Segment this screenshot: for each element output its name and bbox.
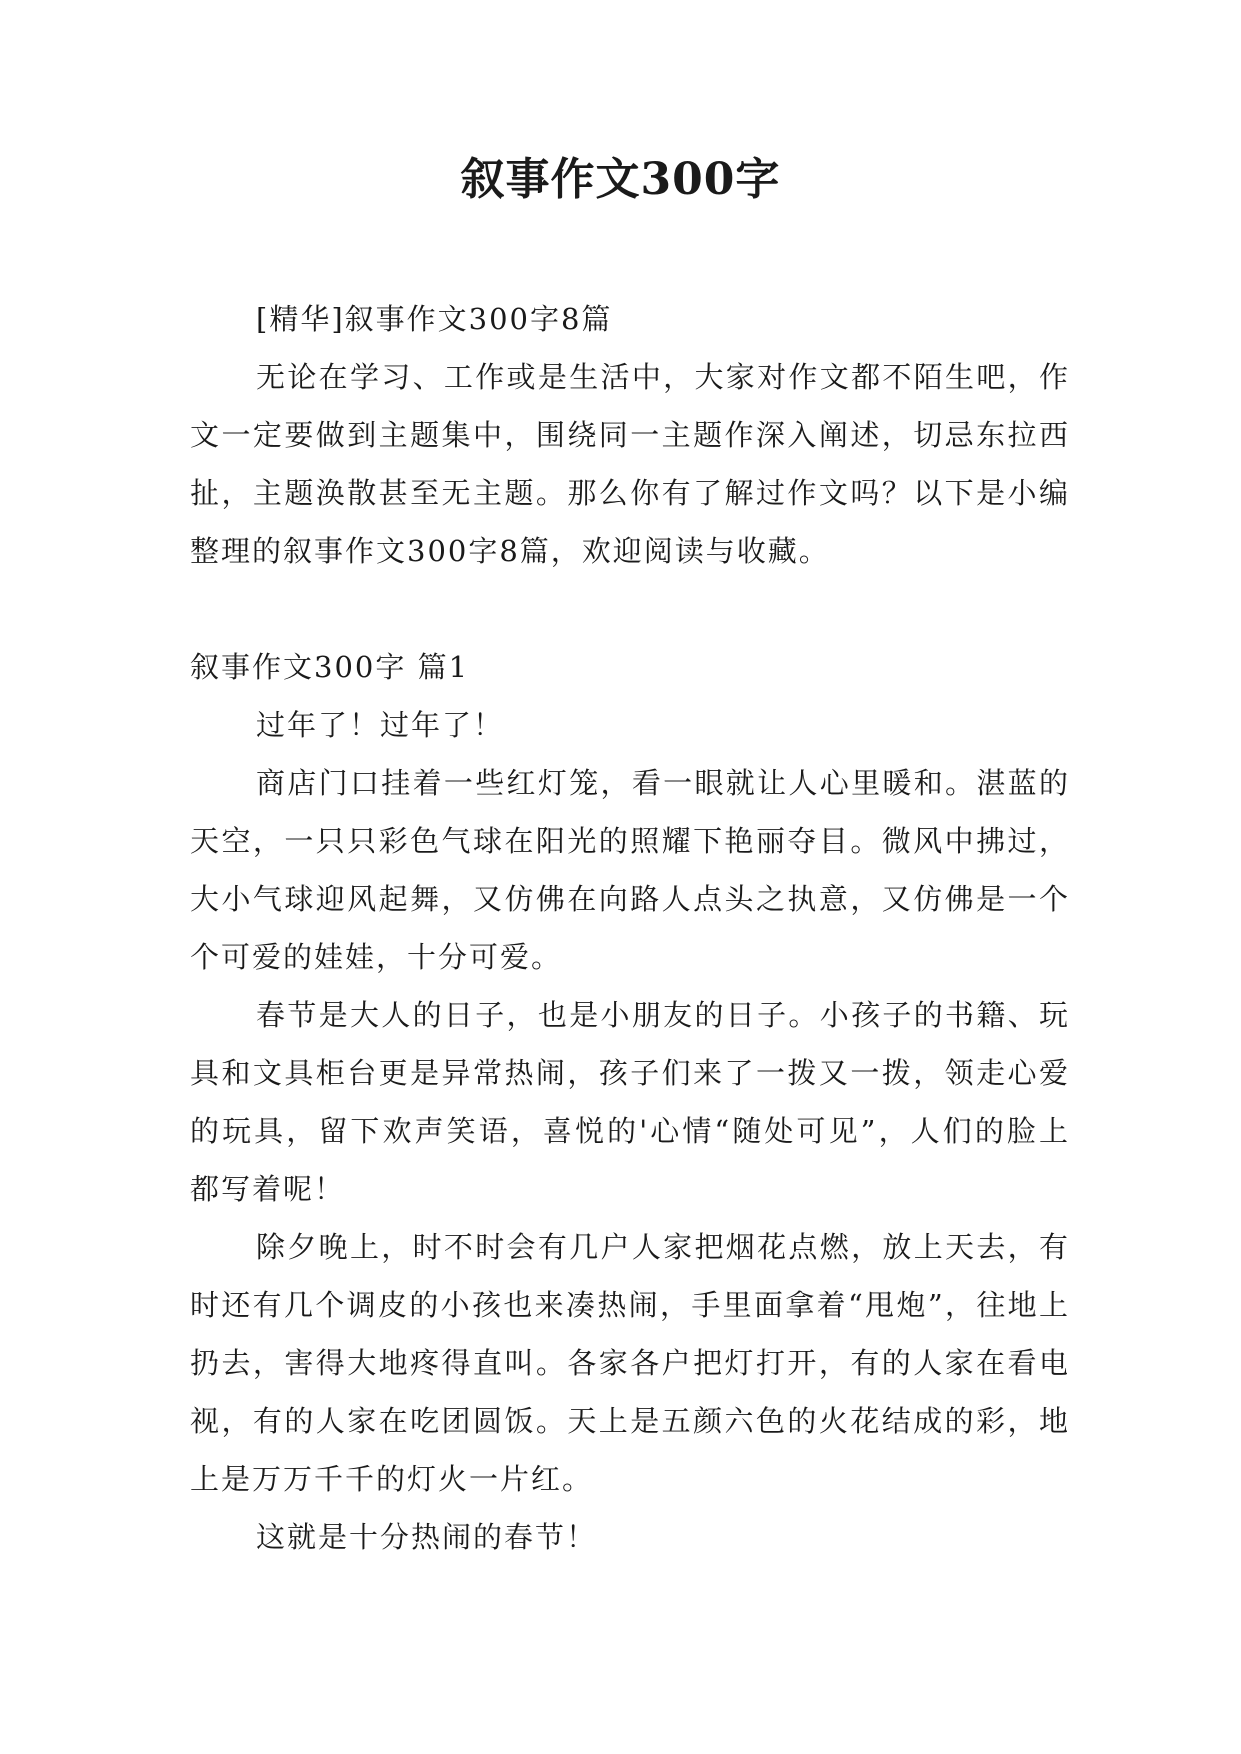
body-paragraph-4: 除夕晚上，时不时会有几户人家把烟花点燃，放上天去，有时还有几个调皮的小孩也来凑热闹，手里面拿着“甩炮”，往地上扔去，害得大地疼得直叫。各家各户把灯打开，有的人家在看电视，有的人家在吃团圆饭。天上是五颜六色的火花结成的彩，地上是万万千千的灯火一片红。 <box>190 1230 1070 1496</box>
intro-paragraph: 无论在学习、工作或是生活中，大家对作文都不陌生吧，作文一定要做到主题集中，围绕同一主题作深入阐述，切忌东拉西扯，主题涣散甚至无主题。那么你有了解过作文吗？以下是小编整理的叙事作文300字8篇，欢迎阅读与收藏。 <box>190 360 1070 568</box>
body-paragraph-2: 商店门口挂着一些红灯笼，看一眼就让人心里暖和。湛蓝的天空，一只只彩色气球在阳光的照耀下艳丽夺目。微风中拂过，大小气球迎风起舞，又仿佛在向路人点头之执意，又仿佛是一个个可爱的娃娃，十分可爱。 <box>190 766 1070 974</box>
body-paragraph-1: 过年了！过年了！ <box>256 708 505 742</box>
body-paragraph-3: 春节是大人的日子，也是小朋友的日子。小孩子的书籍、玩具和文具柜台更是异常热闹，孩子们来了一拨又一拨，领走心爱的玩具，留下欢声笑语，喜悦的'心情“随处可见”，人们的脸上都写着呢！ <box>190 998 1070 1206</box>
section-heading: 叙事作文300字 篇1 <box>190 650 470 684</box>
document-title: 叙事作文300字 <box>460 154 781 205</box>
body-paragraph-5: 这就是十分热闹的春节！ <box>256 1520 598 1554</box>
document-body <box>190 290 1070 1566</box>
subtitle-paragraph: [精华]叙事作文300字8篇 <box>256 302 613 336</box>
